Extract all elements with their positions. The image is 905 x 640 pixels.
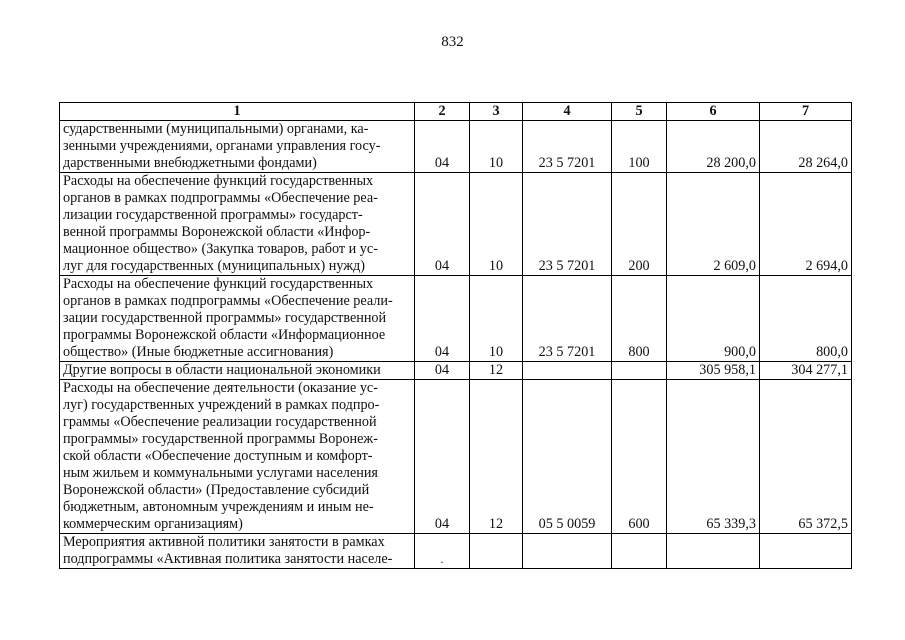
page-number: 832 bbox=[441, 34, 464, 50]
row-sum-col7: 304 277,1 bbox=[760, 362, 852, 380]
row-expense-type: 800 bbox=[612, 276, 667, 362]
row-sum-col7: 800,0 bbox=[760, 276, 852, 362]
table-row bbox=[60, 173, 852, 276]
budget-table bbox=[59, 102, 852, 569]
header-col-5: 5 bbox=[612, 103, 667, 121]
header-col-6: 6 bbox=[667, 103, 760, 121]
table-row bbox=[60, 121, 852, 173]
header-col-3: 3 bbox=[470, 103, 523, 121]
header-row bbox=[60, 103, 852, 121]
row-section: 04 bbox=[415, 173, 470, 276]
row-expense-type bbox=[612, 534, 667, 569]
row-target-item: 23 5 7201 bbox=[523, 173, 612, 276]
row-description: Расходы на обеспечение функций государственных органов в рамках подпрограммы «Обеспечение реали- зации государственной программы» государственной программы Воронежской области «Информационное общество» (Иные бюджетные ассигнования) bbox=[60, 276, 415, 362]
header-col-1: 1 bbox=[60, 103, 415, 121]
row-section: 04 bbox=[415, 362, 470, 380]
row-sum-col7 bbox=[760, 534, 852, 569]
row-expense-type bbox=[612, 362, 667, 380]
table-row bbox=[60, 276, 852, 362]
row-description: Мероприятия активной политики занятости в рамках подпрограммы «Активная политика занятости населе- bbox=[60, 534, 415, 569]
row-expense-type: 100 bbox=[612, 121, 667, 173]
row-sum-col7: 2 694,0 bbox=[760, 173, 852, 276]
row-sum-col6 bbox=[667, 534, 760, 569]
header-col-4: 4 bbox=[523, 103, 612, 121]
row-section: 04 bbox=[415, 121, 470, 173]
row-description: сударственными (муниципальными) органами, ка- зенными учреждениями, органами управления госу- дарственными внебюджетными фондами) bbox=[60, 121, 415, 173]
row-sum-col7: 65 372,5 bbox=[760, 380, 852, 534]
row-section: 04 bbox=[415, 276, 470, 362]
row-target-item bbox=[523, 534, 612, 569]
row-target-item bbox=[523, 362, 612, 380]
table-row bbox=[60, 362, 852, 380]
row-expense-type: 200 bbox=[612, 173, 667, 276]
row-subsection: 12 bbox=[470, 362, 523, 380]
row-section: . bbox=[415, 534, 470, 569]
row-expense-type: 600 bbox=[612, 380, 667, 534]
row-subsection: 10 bbox=[470, 121, 523, 173]
row-target-item: 23 5 7201 bbox=[523, 276, 612, 362]
row-subsection: 10 bbox=[470, 173, 523, 276]
row-sum-col6: 900,0 bbox=[667, 276, 760, 362]
row-description: Расходы на обеспечение деятельности (оказание ус- луг) государственных учреждений в рамках подпро- граммы «Обеспечение реализации государственной программы» государственной программы Воронеж- ской области «Обеспечение доступным и комфорт- ным жильем и коммунальными услугами населения Воронежской области» (Предоставление субсидий бюджетным, автономным учреждениям и иным не- коммерческим организациям) bbox=[60, 380, 415, 534]
table-row bbox=[60, 380, 852, 534]
row-sum-col7: 28 264,0 bbox=[760, 121, 852, 173]
row-subsection: 10 bbox=[470, 276, 523, 362]
row-target-item: 23 5 7201 bbox=[523, 121, 612, 173]
header-col-2: 2 bbox=[415, 103, 470, 121]
row-subsection bbox=[470, 534, 523, 569]
row-target-item: 05 5 0059 bbox=[523, 380, 612, 534]
table-row bbox=[60, 534, 852, 569]
row-sum-col6: 2 609,0 bbox=[667, 173, 760, 276]
row-section: 04 bbox=[415, 380, 470, 534]
row-subsection: 12 bbox=[470, 380, 523, 534]
row-description: Расходы на обеспечение функций государственных органов в рамках подпрограммы «Обеспечение реа- лизации государственной программы» государст- венной программы Воронежской области «Инфор- мационное общество» (Закупка товаров, работ и ус- луг для государственных (муниципальных) нужд) bbox=[60, 173, 415, 276]
row-sum-col6: 305 958,1 bbox=[667, 362, 760, 380]
header-col-7: 7 bbox=[760, 103, 852, 121]
row-sum-col6: 28 200,0 bbox=[667, 121, 760, 173]
row-description: Другие вопросы в области национальной экономики bbox=[60, 362, 415, 380]
row-sum-col6: 65 339,3 bbox=[667, 380, 760, 534]
